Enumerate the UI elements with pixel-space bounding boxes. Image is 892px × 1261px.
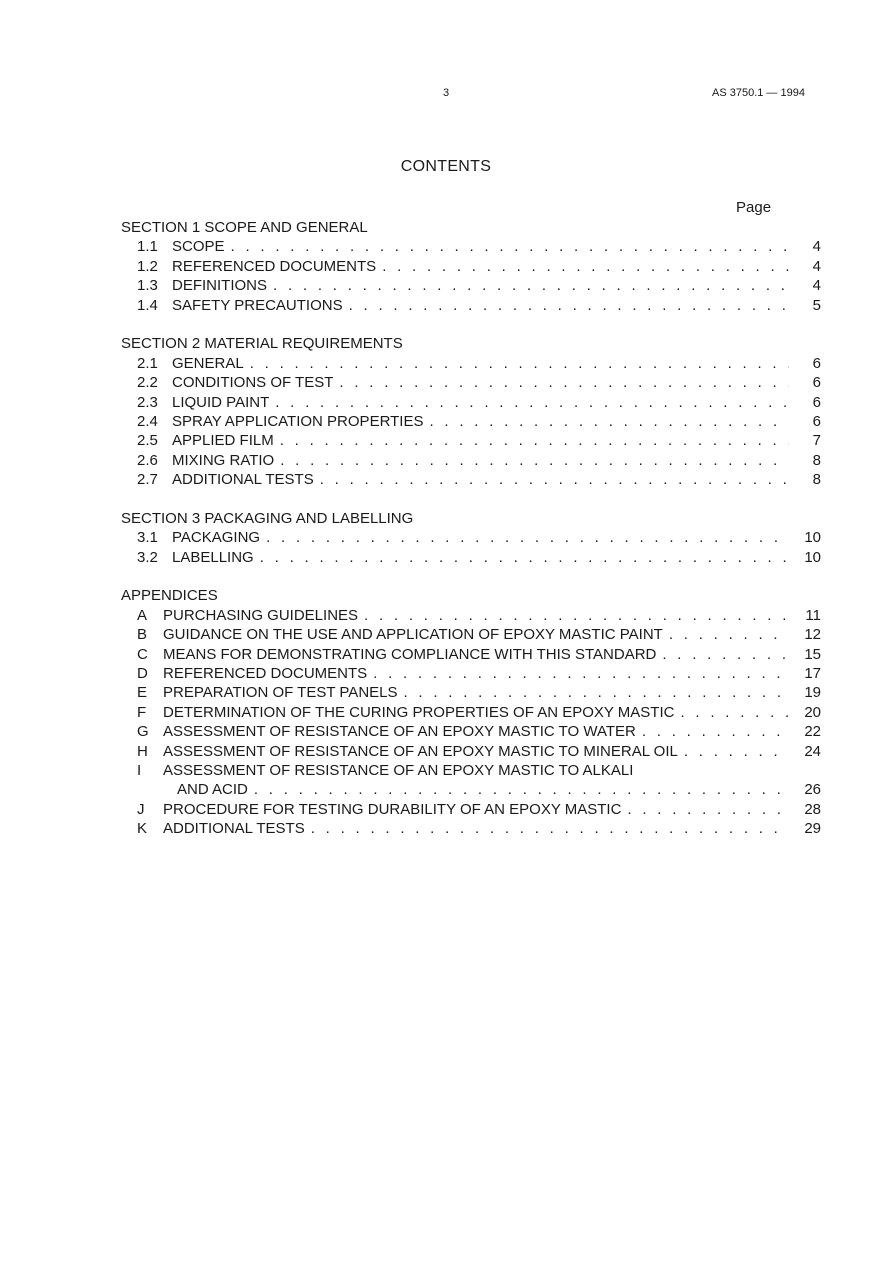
toc-entry[interactable] (121, 470, 821, 489)
clause-number: 2.5 (137, 432, 158, 450)
entry-page: 8 (812, 451, 821, 469)
appendix-letter: D (137, 664, 148, 682)
toc-entry[interactable] (121, 548, 821, 567)
entry-page: 4 (812, 238, 821, 256)
entry-page: 20 (804, 703, 821, 721)
toc-entry[interactable] (121, 722, 821, 741)
clause-number: 2.7 (137, 471, 158, 489)
dot-leader (275, 393, 789, 412)
entry-label: MIXING RATIO (172, 451, 275, 469)
toc-entry[interactable] (121, 451, 821, 470)
entry-page: 19 (804, 684, 821, 702)
entry-page: 22 (804, 723, 821, 741)
entry-page: 17 (804, 664, 821, 682)
entry-line (163, 819, 821, 838)
clause-number: 2.1 (137, 354, 158, 372)
dot-leader (280, 451, 789, 470)
entry-line (172, 373, 821, 392)
entry-label: ASSESSMENT OF RESISTANCE OF AN EPOXY MASTIC TO MINERAL OIL (163, 742, 678, 760)
toc-entry[interactable] (121, 683, 821, 702)
entry-line (172, 548, 821, 567)
entry-label: PURCHASING GUIDELINES (163, 606, 359, 624)
entry-line (163, 683, 821, 702)
entry-page: 4 (812, 277, 821, 295)
entry-line (163, 625, 821, 644)
entry-page: 6 (812, 393, 821, 411)
section-heading: SECTION 1 SCOPE AND GENERAL (121, 219, 368, 236)
entry-page: 12 (804, 626, 821, 644)
entry-line (172, 393, 821, 412)
entry-label: MEANS FOR DEMONSTRATING COMPLIANCE WITH THIS STANDARD (163, 645, 657, 663)
entry-page: 8 (812, 471, 821, 489)
dot-leader (404, 683, 790, 702)
toc-entry[interactable] (121, 431, 821, 450)
entry-page: 24 (804, 742, 821, 760)
appendices-heading: APPENDICES (121, 587, 218, 605)
toc-entry[interactable] (121, 257, 821, 276)
entry-line (163, 703, 821, 722)
entry-label: PROCEDURE FOR TESTING DURABILITY OF AN EPOXY MASTIC (163, 800, 622, 818)
toc-entry[interactable] (121, 393, 821, 412)
dot-leader (231, 237, 789, 256)
section-heading: SECTION 2 MATERIAL REQUIREMENTS (121, 335, 403, 353)
appendix-letter: C (137, 645, 148, 663)
entry-label: ADDITIONAL TESTS (172, 471, 314, 489)
dot-leader (280, 431, 789, 450)
dot-leader (680, 703, 789, 722)
toc-entry[interactable] (121, 819, 821, 838)
toc-entry[interactable] (121, 296, 821, 315)
entry-page: 7 (812, 432, 821, 450)
toc-entry[interactable] (121, 528, 821, 547)
dot-leader (662, 645, 789, 664)
appendix-letter: J (137, 800, 145, 818)
appendix-letter: F (137, 703, 147, 721)
entry-line (172, 431, 821, 450)
entry-line (163, 742, 821, 761)
toc-entry[interactable] (121, 645, 821, 664)
spacer (121, 489, 821, 508)
entry-line (163, 800, 821, 819)
dot-leader (627, 800, 789, 819)
clause-number: 1.4 (137, 296, 158, 314)
entry-page: 6 (812, 354, 821, 372)
dot-leader (349, 296, 789, 315)
entry-label: GUIDANCE ON THE USE AND APPLICATION OF EPOXY MASTIC PAINT (163, 626, 663, 644)
toc-entry[interactable] (121, 625, 821, 644)
entry-page: 29 (804, 820, 821, 838)
entry-page: 26 (804, 781, 821, 799)
toc-entry-continuation[interactable] (121, 780, 821, 799)
dot-leader (429, 412, 789, 431)
toc-entry[interactable] (121, 606, 821, 625)
toc-entry[interactable] (121, 742, 821, 761)
entry-label: SAFETY PRECAUTIONS (172, 296, 343, 314)
dot-leader (254, 780, 789, 799)
appendix-letter: A (137, 606, 148, 624)
dot-leader (684, 742, 789, 761)
entry-label: ASSESSMENT OF RESISTANCE OF AN EPOXY MASTIC TO ALKALI (163, 761, 634, 779)
entry-line (163, 761, 821, 780)
appendix-letter: H (137, 742, 148, 760)
clause-number: 1.1 (137, 238, 158, 256)
entry-page: 6 (812, 412, 821, 430)
section-heading: SECTION 3 PACKAGING AND LABELLING (121, 509, 414, 527)
entry-page: 4 (812, 257, 821, 275)
contents-title: CONTENTS (400, 158, 492, 175)
entry-line (172, 451, 821, 470)
dot-leader (669, 625, 789, 644)
toc-entry[interactable] (121, 354, 821, 373)
entry-page: 28 (804, 800, 821, 818)
entry-line (172, 528, 821, 547)
clause-number: 1.3 (137, 277, 158, 295)
entry-line (163, 606, 821, 625)
standard-designation: AS 3750.1 — 1994 (712, 87, 805, 99)
entry-label: LABELLING (172, 548, 254, 566)
clause-number: 3.2 (137, 548, 158, 566)
clause-number: 3.1 (137, 529, 158, 547)
entry-line (172, 296, 821, 315)
entry-label: PREPARATION OF TEST PANELS (163, 684, 398, 702)
entry-line (163, 645, 821, 664)
clause-number: 2.2 (137, 374, 158, 392)
entry-line (172, 257, 821, 276)
entry-line (163, 664, 821, 683)
dot-leader (339, 373, 789, 392)
entry-page: 5 (812, 296, 821, 314)
entry-line (177, 780, 821, 799)
page-number: 3 (443, 87, 450, 99)
toc-entry[interactable] (121, 237, 821, 256)
entry-label: CONDITIONS OF TEST (172, 374, 334, 392)
entry-label: REFERENCED DOCUMENTS (163, 664, 368, 682)
toc-entry[interactable] (121, 276, 821, 295)
entry-page: 11 (805, 606, 821, 624)
clause-number: 1.2 (137, 257, 158, 275)
entry-label: APPLIED FILM (172, 432, 274, 450)
dot-leader (642, 722, 789, 741)
entry-label: DETERMINATION OF THE CURING PROPERTIES OF AN EPOXY MASTIC (163, 703, 675, 721)
toc-entry[interactable] (121, 412, 821, 431)
dot-leader (311, 819, 789, 838)
page-column-label: Page (736, 199, 772, 216)
entry-label: PACKAGING (172, 529, 261, 547)
spacer (121, 315, 821, 334)
toc-entry[interactable] (121, 373, 821, 392)
entry-page: 10 (804, 529, 821, 547)
entry-line (172, 237, 821, 256)
entry-line (172, 470, 821, 489)
entry-label: SCOPE (172, 238, 225, 256)
toc-entry[interactable] (121, 761, 821, 780)
toc-entry[interactable] (121, 703, 821, 722)
appendix-letter: E (137, 684, 148, 702)
entry-line (163, 722, 821, 741)
entry-label-continuation: AND ACID (177, 781, 248, 799)
entry-label: ASSESSMENT OF RESISTANCE OF AN EPOXY MASTIC TO WATER (163, 723, 636, 741)
clause-number: 2.3 (137, 393, 158, 411)
dot-leader (266, 528, 789, 547)
entry-label: GENERAL (172, 354, 244, 372)
entry-label: REFERENCED DOCUMENTS (172, 257, 377, 275)
clause-number: 2.4 (137, 412, 158, 430)
appendix-letter: G (137, 723, 149, 741)
dot-leader (273, 276, 789, 295)
dot-leader (250, 354, 789, 373)
entry-line (172, 354, 821, 373)
dot-leader (260, 548, 789, 567)
toc-entry[interactable] (121, 800, 821, 819)
entry-label: ADDITIONAL TESTS (163, 820, 305, 838)
entry-page: 10 (804, 548, 821, 566)
table-of-contents (121, 218, 821, 839)
appendix-letter: B (137, 626, 148, 644)
entry-line (172, 276, 821, 295)
entry-page: 6 (812, 374, 821, 392)
appendix-letter: K (137, 820, 148, 838)
spacer (121, 567, 821, 586)
entry-label: LIQUID PAINT (172, 393, 270, 411)
dot-leader (373, 664, 789, 683)
entry-page: 15 (804, 645, 821, 663)
appendix-letter: I (137, 761, 142, 779)
dot-leader (320, 470, 789, 489)
entry-line (172, 412, 821, 431)
toc-entry[interactable] (121, 664, 821, 683)
entry-label: DEFINITIONS (172, 277, 268, 295)
entry-label: SPRAY APPLICATION PROPERTIES (172, 412, 424, 430)
dot-leader (364, 606, 789, 625)
dot-leader (382, 257, 789, 276)
clause-number: 2.6 (137, 451, 158, 469)
